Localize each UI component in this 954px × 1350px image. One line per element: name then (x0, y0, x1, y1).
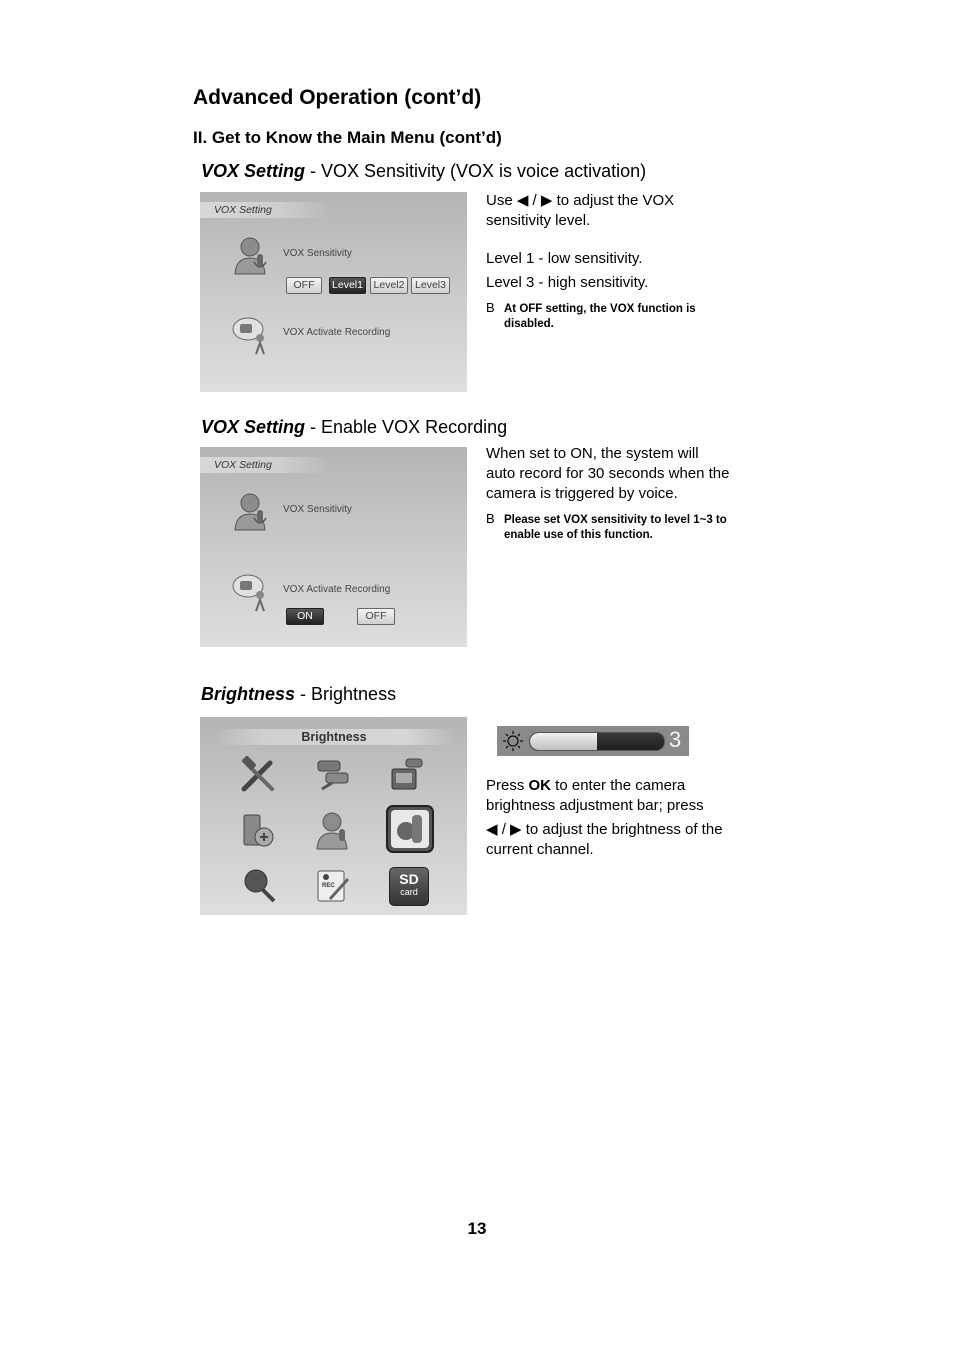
sd-card-icon[interactable] (389, 867, 429, 906)
brightness-menu-screen (200, 717, 467, 915)
note-marker: B (486, 511, 495, 526)
section-title-vox-sensitivity: VOX Setting - VOX Sensitivity (VOX is voice activation) (201, 161, 647, 181)
tools-icon[interactable] (238, 753, 280, 795)
camera-monitor-icon[interactable] (386, 753, 428, 795)
screen-header-bar (200, 202, 330, 218)
vox-sensitivity-text-1: Use ◀ / ▶ to adjust the VOX (486, 192, 675, 209)
page-heading: Advanced Operation (cont’d) (193, 86, 482, 109)
vox-sensitivity-label: VOX Sensitivity (283, 248, 352, 259)
camera-speech-icon (230, 571, 272, 613)
option-off-button[interactable]: OFF (286, 277, 322, 294)
microphone-user-icon (230, 490, 272, 532)
microphone-user-icon[interactable] (312, 809, 354, 851)
microphone-user-icon (230, 234, 272, 276)
vox-recording-text-2: auto record for 30 seconds when the (486, 465, 730, 482)
vox-recording-text-1: When set to ON, the system will (486, 445, 699, 462)
vox-recording-screen (200, 447, 467, 647)
level3-description: Level 3 - high sensitivity. (486, 274, 649, 291)
camera-speech-icon (230, 314, 272, 356)
option-level2-button[interactable]: Level2 (370, 277, 408, 294)
option-level3-button[interactable]: Level3 (411, 277, 450, 294)
brightness-text-1: Press OK to enter the camera (486, 777, 686, 794)
search-tool-icon[interactable] (238, 865, 280, 907)
note-off-setting: B At OFF setting, the VOX function is disabled. (486, 300, 696, 330)
option-level1-button[interactable]: Level1 (329, 277, 366, 294)
vox-sensitivity-screen (200, 192, 467, 392)
level1-description: Level 1 - low sensitivity. (486, 250, 643, 267)
trash-recycle-icon[interactable] (238, 809, 280, 851)
brightness-text-3: ◀ / ▶ to adjust the brightness of the (486, 821, 723, 838)
screen-header-bar (200, 457, 330, 473)
note-marker: B (486, 300, 495, 315)
brightness-value: 3 (669, 727, 682, 752)
screen-header: VOX Setting (214, 459, 272, 471)
vox-activate-recording-label: VOX Activate Recording (283, 584, 391, 595)
brightness-fill (530, 733, 597, 750)
screen-header: Brightness (301, 730, 367, 744)
vox-recording-text-3: camera is triggered by voice. (486, 485, 678, 502)
screen-header-bar (214, 729, 454, 745)
sd-card-bottom-text: card (400, 887, 418, 897)
option-on-button[interactable]: ON (286, 608, 324, 625)
rec-text: REC (322, 883, 335, 889)
brightness-text-2: brightness adjustment bar; press (486, 797, 704, 814)
sun-icon (502, 730, 524, 752)
sd-card-top-text: SD (399, 871, 419, 887)
option-off-button[interactable]: OFF (357, 608, 395, 625)
brightness-track[interactable] (529, 732, 665, 751)
section-title-vox-recording: VOX Setting - Enable VOX Recording (201, 417, 508, 437)
brightness-text-4: current channel. (486, 841, 594, 858)
record-schedule-icon[interactable] (312, 865, 354, 907)
vox-sensitivity-label: VOX Sensitivity (283, 504, 352, 515)
screen-header: VOX Setting (214, 204, 272, 216)
vox-sensitivity-text-2: sensitivity level. (486, 212, 591, 229)
brightness-bar (497, 726, 689, 756)
vox-activate-recording-label: VOX Activate Recording (283, 327, 391, 338)
brightness-selected-icon[interactable] (386, 805, 434, 853)
page-number: 13 (467, 1219, 487, 1238)
section-title-brightness: Brightness - Brightness (201, 684, 397, 704)
page-subheading: II. Get to Know the Main Menu (cont’d) (193, 128, 502, 147)
note-vox-level: B Please set VOX sensitivity to level 1~3 to enable use of this function. (486, 511, 727, 541)
cameras-icon[interactable] (312, 753, 354, 795)
